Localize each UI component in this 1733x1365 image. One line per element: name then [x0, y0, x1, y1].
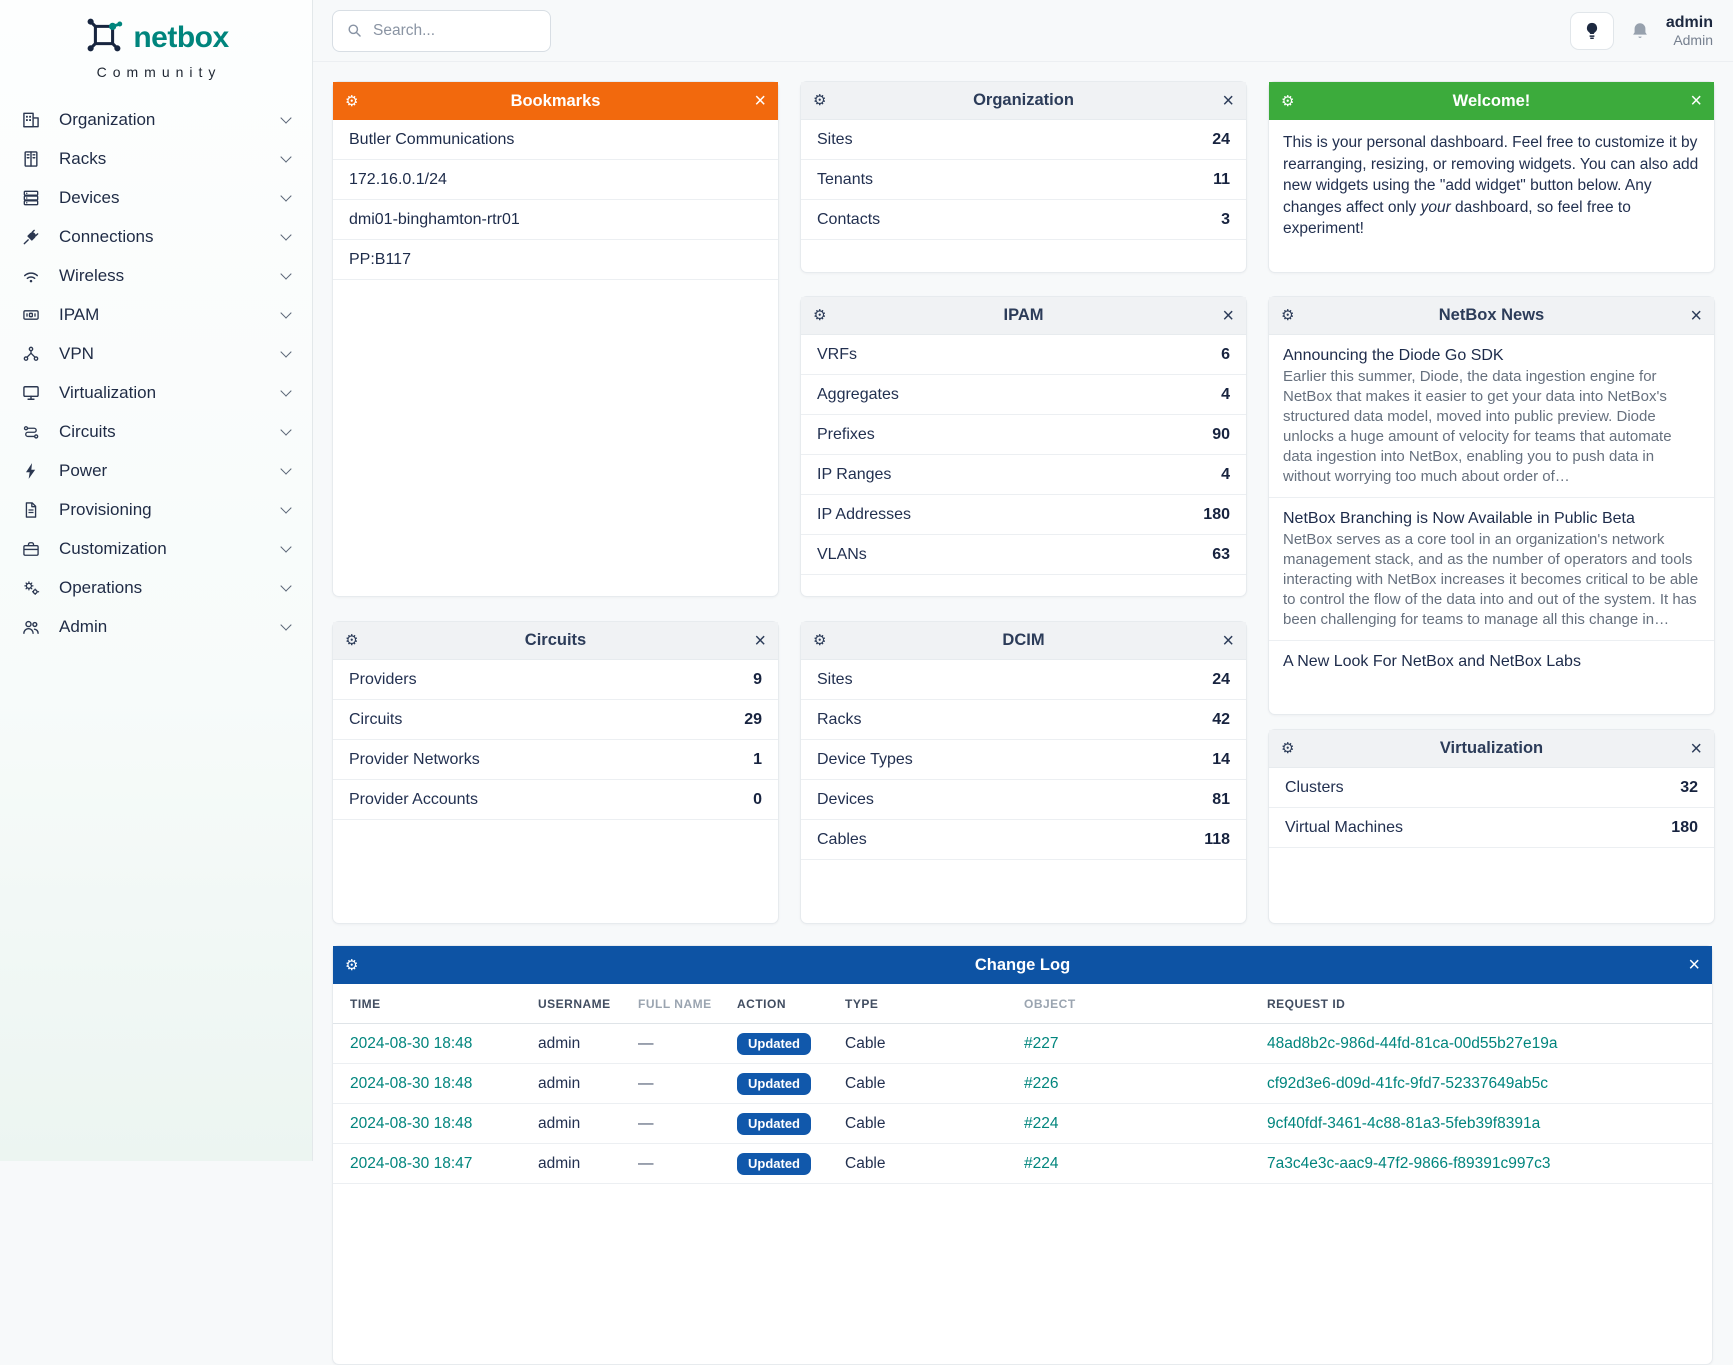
virtualization-widget-header[interactable] — [1269, 730, 1714, 768]
stat-label: Tenants — [817, 170, 874, 188]
ipam-widget — [800, 296, 1247, 597]
changelog-object-link[interactable]: #226 — [1024, 1074, 1059, 1092]
news-excerpt: Earlier this summer, Diode, the data ingestion engine for NetBox that makes it easier to get your data into NetBox's structured data model, moved into public preview. Diode unlocks a huge amount of velocity for teams that automate data ingestion into NetBox, enabling you to push data in without worrying too much about order of… — [1283, 368, 1672, 485]
news-headline-link[interactable]: Announcing the Diode Go SDK — [1283, 347, 1504, 364]
stat-value: 11 — [1213, 170, 1230, 188]
welcome-widget-header[interactable] — [1269, 82, 1714, 120]
vpn-nodes-icon — [20, 344, 42, 364]
sidebar-item-admin[interactable] — [0, 607, 312, 646]
changelog-type: Cable — [845, 1154, 886, 1172]
stat-value: 14 — [1212, 750, 1230, 768]
brand-name: netbox — [133, 20, 229, 54]
topbar — [313, 0, 1733, 62]
stat-label: Provider Accounts — [349, 790, 478, 808]
news-headline-link[interactable]: A New Look For NetBox and NetBox Labs — [1283, 653, 1581, 670]
lightning-bolt-icon — [20, 461, 42, 481]
widget-title: IPAM — [1003, 306, 1044, 324]
sidebar-item-label: Racks — [59, 148, 107, 168]
sidebar-item-wireless[interactable] — [0, 256, 312, 295]
widget-title: Welcome! — [1452, 91, 1531, 110]
widget-close-icon[interactable]: × — [1222, 89, 1234, 112]
widget-config-icon[interactable]: ⚙ — [1281, 740, 1295, 757]
changelog-request-link[interactable]: 9cf40fdf-3461-4c88-81a3-5feb39f8391a — [1267, 1114, 1541, 1132]
stat-value: 180 — [1203, 505, 1230, 523]
news-widget-header[interactable] — [1269, 297, 1714, 335]
column-header-object[interactable]: OBJECT — [1024, 996, 1076, 1011]
widget-config-icon[interactable]: ⚙ — [1281, 92, 1295, 110]
changelog-request-link[interactable]: cf92d3e6-d09d-41fc-9fd7-52337649ab5c — [1267, 1074, 1548, 1092]
changelog-type: Cable — [845, 1074, 886, 1092]
changelog-type: Cable — [845, 1114, 886, 1132]
changelog-fullname: — — [638, 1114, 654, 1132]
stat-value: 24 — [1212, 670, 1230, 688]
stat-row[interactable] — [801, 780, 1246, 820]
stat-label: Sites — [817, 130, 853, 148]
virtualization-widget — [1268, 729, 1715, 924]
widget-close-icon[interactable]: × — [1690, 737, 1702, 760]
dcim-widget-header[interactable] — [801, 622, 1246, 660]
sidebar-item-label: Admin — [59, 616, 108, 636]
chevron-down-icon — [280, 190, 291, 201]
action-badge: Updated — [737, 1113, 811, 1135]
action-badge: Updated — [737, 1073, 811, 1095]
sidebar-item-ipam[interactable] — [0, 295, 312, 334]
document-icon — [20, 500, 42, 520]
widget-close-icon[interactable]: × — [1222, 304, 1234, 327]
stat-value: 4 — [1221, 385, 1230, 403]
sidebar-item-power[interactable] — [0, 451, 312, 490]
netbox-logo[interactable] — [0, 0, 312, 84]
widget-title: Bookmarks — [510, 91, 601, 110]
stat-row[interactable] — [333, 740, 778, 780]
chevron-down-icon — [280, 346, 291, 357]
widget-close-icon[interactable]: × — [754, 629, 766, 652]
changelog-request-link[interactable]: 48ad8b2c-986d-44fd-81ca-00d55b27e19a — [1267, 1034, 1558, 1052]
changelog-object-link[interactable]: #224 — [1024, 1154, 1059, 1172]
sidebar-item-label: Operations — [59, 577, 143, 597]
stat-row[interactable] — [801, 375, 1246, 415]
column-header-fullname[interactable]: FULL NAME — [638, 996, 712, 1011]
sidebar-item-label: VPN — [59, 343, 94, 363]
widget-config-icon[interactable]: ⚙ — [1281, 307, 1295, 324]
stat-row[interactable] — [801, 200, 1246, 240]
lightbulb-icon — [1581, 20, 1603, 42]
dashboard — [313, 62, 1733, 1365]
chevron-down-icon — [280, 463, 291, 474]
sidebar-item-label: Provisioning — [59, 499, 152, 519]
bell-icon — [1629, 20, 1651, 42]
organization-icon — [20, 110, 42, 130]
bookmarks-widget-header[interactable] — [333, 82, 778, 120]
column-header-username[interactable]: USERNAME — [538, 996, 611, 1011]
stat-row[interactable] — [333, 660, 778, 700]
bookmark-item — [333, 120, 778, 160]
widget-title: DCIM — [1002, 631, 1045, 649]
news-headline-link[interactable]: NetBox Branching is Now Available in Public Beta — [1283, 510, 1635, 527]
notifications-button[interactable] — [1629, 20, 1651, 42]
welcome-text-emphasis: your — [1420, 198, 1451, 216]
sidebar-item-operations[interactable] — [0, 568, 312, 607]
news-excerpt: NetBox serves as a core tool in an organization's network management stack, and as the number of operators and tools interacting with NetBox increases it becomes critical to be able to control the flow of the data into and out of the system. It has been challenging for teams to manage all this change in… — [1283, 531, 1699, 628]
chevron-down-icon — [280, 619, 291, 630]
stat-row[interactable] — [1269, 768, 1714, 808]
stat-label: Virtual Machines — [1285, 818, 1403, 836]
chevron-down-icon — [280, 151, 291, 162]
user-menu[interactable] — [1666, 13, 1713, 49]
column-header-type[interactable]: TYPE — [845, 996, 879, 1011]
stat-value: 3 — [1221, 210, 1230, 228]
stat-value: 6 — [1221, 345, 1230, 363]
stat-row[interactable] — [801, 700, 1246, 740]
widget-close-icon[interactable]: × — [1688, 954, 1700, 976]
changelog-row — [333, 1024, 1712, 1064]
sidebar-item-devices[interactable] — [0, 178, 312, 217]
sidebar-item-connections[interactable] — [0, 217, 312, 256]
sidebar-item-circuits[interactable] — [0, 412, 312, 451]
stat-label: Sites — [817, 670, 853, 688]
chevron-down-icon — [280, 307, 291, 318]
changelog-username: admin — [538, 1074, 581, 1092]
monitor-icon — [20, 383, 42, 403]
circuits-widget — [332, 621, 779, 924]
chevron-down-icon — [280, 541, 291, 552]
sidebar-nav — [0, 100, 312, 646]
action-badge: Updated — [737, 1153, 811, 1175]
stat-label: VRFs — [817, 345, 857, 363]
netbox-logo-icon — [83, 14, 125, 61]
organization-widget — [800, 81, 1247, 273]
stat-value: 1 — [753, 750, 762, 768]
rack-icon — [20, 149, 42, 169]
main-area — [313, 0, 1733, 1172]
stat-value: 180 — [1671, 818, 1698, 836]
stat-value: 42 — [1212, 710, 1230, 728]
bookmark-link[interactable]: dmi01-binghamton-rtr01 — [349, 210, 520, 228]
stat-label: Prefixes — [817, 425, 875, 443]
stat-value: 4 — [1221, 465, 1230, 483]
news-item — [1269, 641, 1714, 682]
widget-config-icon[interactable]: ⚙ — [345, 92, 359, 110]
stat-row[interactable] — [801, 535, 1246, 575]
widget-config-icon[interactable]: ⚙ — [345, 956, 359, 974]
stat-row[interactable] — [801, 160, 1246, 200]
stat-label: IP Addresses — [817, 505, 911, 523]
changelog-fullname: — — [638, 1154, 654, 1172]
widget-config-icon[interactable]: ⚙ — [813, 632, 827, 649]
sidebar-item-label: Organization — [59, 109, 156, 129]
sidebar-item-label: Power — [59, 460, 108, 480]
changelog-time-link[interactable]: 2024-08-30 18:47 — [350, 1154, 473, 1172]
stat-value: 118 — [1204, 830, 1230, 848]
bookmarks-widget — [332, 81, 779, 597]
stat-label: Racks — [817, 710, 862, 728]
netbox-news-widget — [1268, 296, 1715, 715]
widget-config-icon[interactable]: ⚙ — [813, 92, 827, 109]
changelog-row — [333, 1104, 1712, 1144]
sidebar-item-organization[interactable] — [0, 100, 312, 139]
changelog-username: admin — [538, 1114, 581, 1132]
chevron-down-icon — [280, 268, 291, 279]
changelog-row — [333, 1144, 1712, 1184]
stat-row[interactable] — [801, 335, 1246, 375]
bookmark-item — [333, 240, 778, 280]
dcim-widget — [800, 621, 1247, 924]
changelog-request-link[interactable]: 7a3c4e3c-aac9-47f2-9866-f89391c997c3 — [1267, 1154, 1551, 1172]
widget-close-icon[interactable]: × — [1690, 90, 1702, 112]
brand-subtitle: Community — [96, 64, 222, 80]
stat-value: 32 — [1680, 778, 1698, 796]
welcome-text-part: dashboard, so feel free to experiment! — [1283, 198, 1631, 237]
bookmark-link[interactable]: Butler Communications — [349, 130, 515, 148]
sidebar-item-customization[interactable] — [0, 529, 312, 568]
ipam-icon — [20, 305, 42, 325]
action-badge: Updated — [737, 1033, 811, 1055]
changelog-widget-header[interactable] — [333, 946, 1712, 984]
sidebar-item-virtualization[interactable] — [0, 373, 312, 412]
changelog-time-link[interactable]: 2024-08-30 18:48 — [350, 1074, 473, 1092]
changelog-object-link[interactable]: #227 — [1024, 1034, 1059, 1052]
changelog-row — [333, 1064, 1712, 1104]
stat-label: Providers — [349, 670, 417, 688]
column-header-time[interactable]: TIME — [350, 996, 381, 1011]
gears-icon — [20, 578, 42, 598]
stat-value: 29 — [744, 710, 762, 728]
column-header-action[interactable]: ACTION — [737, 996, 786, 1011]
circuits-icon — [20, 422, 42, 442]
theme-toggle-button[interactable] — [1570, 12, 1614, 50]
changelog-username: admin — [538, 1034, 581, 1052]
changelog-fullname: — — [638, 1074, 654, 1092]
search-box — [332, 10, 551, 52]
welcome-widget — [1268, 81, 1715, 273]
chevron-down-icon — [280, 424, 291, 435]
stat-row[interactable] — [801, 455, 1246, 495]
changelog-table-header — [333, 984, 1712, 1024]
sidebar-item-label: Virtualization — [59, 382, 157, 402]
users-icon — [20, 617, 42, 637]
organization-widget-header[interactable] — [801, 82, 1246, 120]
sidebar-item-label: Connections — [59, 226, 154, 246]
wifi-icon — [20, 266, 42, 286]
news-item — [1269, 498, 1714, 641]
changelog-time-link[interactable]: 2024-08-30 18:48 — [350, 1034, 473, 1052]
bookmark-link[interactable]: 172.16.0.1/24 — [349, 170, 447, 188]
bookmark-item — [333, 160, 778, 200]
widget-config-icon[interactable]: ⚙ — [813, 307, 827, 324]
stat-label: Circuits — [349, 710, 403, 728]
chevron-down-icon — [280, 502, 291, 513]
sidebar-item-label: Customization — [59, 538, 167, 558]
stat-label: Device Types — [817, 750, 913, 768]
bookmark-item — [333, 200, 778, 240]
widget-title: Virtualization — [1439, 739, 1544, 757]
stat-value: 81 — [1212, 790, 1230, 808]
stat-label: Aggregates — [817, 385, 899, 403]
stat-row[interactable] — [333, 780, 778, 820]
stat-row[interactable] — [801, 120, 1246, 160]
plug-icon — [20, 227, 42, 247]
changelog-widget — [332, 945, 1713, 1365]
stat-row[interactable] — [801, 415, 1246, 455]
widget-close-icon[interactable]: × — [1222, 629, 1234, 652]
search-icon — [345, 21, 364, 40]
sidebar-item-vpn[interactable] — [0, 334, 312, 373]
stat-label: Contacts — [817, 210, 881, 228]
chevron-down-icon — [280, 385, 291, 396]
stat-value: 90 — [1212, 425, 1230, 443]
stat-label: IP Ranges — [817, 465, 892, 483]
toolbox-icon — [20, 539, 42, 559]
column-header-requestid[interactable]: REQUEST ID — [1267, 996, 1346, 1011]
stat-label: Clusters — [1285, 778, 1344, 796]
welcome-text-part: This is your personal dashboard. Feel free to customize it by rearranging, resizing, or removing widgets. You can also add new widgets using the "add widget" button below. Any changes affect only — [1283, 134, 1699, 216]
widget-title: Change Log — [974, 955, 1071, 974]
server-icon — [20, 188, 42, 208]
stat-value: 24 — [1212, 130, 1230, 148]
widget-close-icon[interactable]: × — [1690, 304, 1702, 327]
stat-label: Devices — [817, 790, 874, 808]
circuits-widget-header[interactable] — [333, 622, 778, 660]
stat-label: Provider Networks — [349, 750, 480, 768]
stat-value: 9 — [753, 670, 762, 688]
sidebar-item-provisioning[interactable] — [0, 490, 312, 529]
bookmark-link[interactable]: PP:B117 — [349, 250, 411, 268]
widget-title: Circuits — [524, 631, 587, 649]
changelog-username: admin — [538, 1154, 581, 1172]
changelog-fullname: — — [638, 1034, 654, 1052]
stat-row[interactable] — [333, 700, 778, 740]
changelog-time-link[interactable]: 2024-08-30 18:48 — [350, 1114, 473, 1132]
widget-config-icon[interactable]: ⚙ — [345, 632, 359, 649]
chevron-down-icon — [280, 112, 291, 123]
sidebar — [0, 0, 313, 1161]
sidebar-item-label: Wireless — [59, 265, 125, 285]
widget-title: Organization — [973, 91, 1074, 109]
stat-row[interactable] — [801, 660, 1246, 700]
stat-row[interactable] — [801, 820, 1246, 860]
sidebar-item-label: IPAM — [59, 304, 100, 324]
news-item — [1269, 335, 1714, 498]
user-name: admin — [1665, 13, 1713, 31]
stat-row[interactable] — [1269, 808, 1714, 848]
stat-row[interactable] — [801, 740, 1246, 780]
changelog-type: Cable — [845, 1034, 886, 1052]
sidebar-item-label: Devices — [59, 187, 120, 207]
stat-label: VLANs — [817, 545, 867, 563]
chevron-down-icon — [280, 580, 291, 591]
sidebar-item-label: Circuits — [59, 421, 116, 441]
ipam-widget-header[interactable] — [801, 297, 1246, 335]
stat-value: 63 — [1212, 545, 1230, 563]
welcome-text — [1269, 120, 1714, 252]
search-input[interactable] — [373, 22, 538, 40]
stat-label: Cables — [817, 830, 867, 848]
stat-value: 0 — [753, 790, 762, 808]
widget-close-icon[interactable]: × — [754, 90, 766, 112]
sidebar-item-racks[interactable] — [0, 139, 312, 178]
user-role: Admin — [1673, 31, 1713, 48]
changelog-object-link[interactable]: #224 — [1024, 1114, 1059, 1132]
widget-title: NetBox News — [1438, 306, 1545, 324]
chevron-down-icon — [280, 229, 291, 240]
stat-row[interactable] — [801, 495, 1246, 535]
